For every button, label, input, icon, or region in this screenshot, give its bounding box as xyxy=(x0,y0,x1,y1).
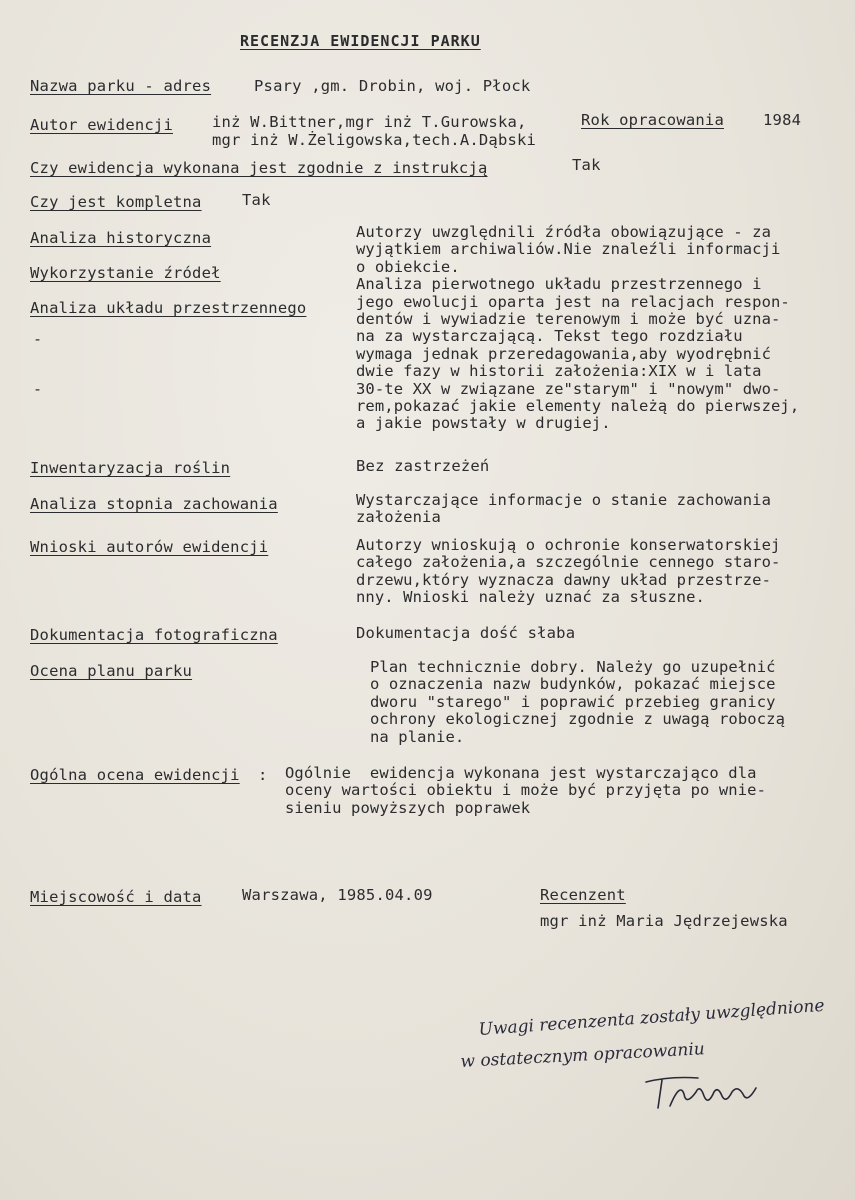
overall-value: Ogólnie ewidencja wykonana jest wystarczająco dla oceny wartości obiektu i może być przyjęta po wnie- sieniu powyższych poprawek xyxy=(285,764,767,817)
preservation-value: Wystarczające informacje o stanie zachowania założenia xyxy=(356,491,771,527)
preservation-label: Analiza stopnia zachowania xyxy=(30,495,278,513)
plan-label: Ocena planu parku xyxy=(30,662,193,680)
year-label: Rok opracowania xyxy=(581,111,724,129)
complete-label: Czy jest kompletna xyxy=(30,193,202,211)
author-line-1: inż W.Bittner,mgr inż T.Gurowska, xyxy=(212,113,527,131)
author-line-2: mgr inż W.Żeligowska,tech.A.Dąbski xyxy=(212,131,537,149)
plan-value: Plan technicznie dobry. Należy go uzupełnić o oznaczenia nazw budynków, pokazać miejsce dworu "starego" i poprawić przebieg granicy ochrony ekologicznej zgodnie z uwagą roboczą na planie. xyxy=(370,658,785,746)
reviewer-label: Recenzent xyxy=(540,886,626,904)
conclusions-label: Wnioski autorów ewidencji xyxy=(30,538,269,556)
park-name-value: Psary ,gm. Drobin, woj. Płock xyxy=(254,77,531,95)
handwritten-note-line-2: w ostatecznym opracowaniu xyxy=(460,1039,706,1072)
overall-colon: : xyxy=(258,766,268,784)
instruction-value: Tak xyxy=(572,156,601,174)
handwritten-note-line-1: Uwagi recenzenta zostały uwzględnione xyxy=(478,995,826,1040)
instruction-label: Czy ewidencja wykonana jest zgodnie z instrukcją xyxy=(30,159,488,177)
plant-inventory-value: Bez zastrzeżeń xyxy=(356,457,490,475)
analysis-text: Autorzy uwzględnili źródła obowiązujące - za wyjątkiem archiwaliów.Nie znaleźli informacji o obiekcie. Analiza pierwotnego układu przestrzennego i jego ewolucji oparta jest na relacjach respon- dentów i wywiadzie terenowym i może być uzna- na za wystarczającą. Tekst tego rozdziału wymaga jednak przeredagowania,aby wyodrębnić dwie fazy w historii założenia:XIX w i lata 30-te XX w związane ze"starym" i "nowym" dwo- rem,pokazać jakie elementy należą do pierwszej, a jakie powstały w drugiej. xyxy=(356,223,800,433)
dash-mark: - xyxy=(33,330,43,348)
sources-label: Wykorzystanie źródeł xyxy=(30,264,221,282)
spatial-analysis-label: Analiza układu przestrzennego xyxy=(30,299,307,317)
photo-doc-value: Dokumentacja dość słaba xyxy=(356,624,576,642)
plant-inventory-label: Inwentaryzacja roślin xyxy=(30,459,231,477)
conclusions-value: Autorzy wnioskują o ochronie konserwatorskiej całego założenia,a szczególnie cennego staro- drzewu,który wyznacza dawny układ przestrze- nny. Wnioski należy uznać za słuszne. xyxy=(356,536,781,607)
year-value: 1984 xyxy=(763,111,802,129)
park-name-label: Nazwa parku - adres xyxy=(30,77,212,95)
overall-label: Ogólna ocena ewidencji xyxy=(30,766,240,784)
signature-icon xyxy=(640,1062,770,1122)
dash-mark: - xyxy=(33,380,43,398)
document-title: RECENZJA EWIDENCJI PARKU xyxy=(240,32,481,50)
complete-value: Tak xyxy=(242,191,271,209)
reviewer-name: mgr inż Maria Jędrzejewska xyxy=(540,912,788,930)
place-date-value: Warszawa, 1985.04.09 xyxy=(242,886,433,904)
place-date-label: Miejscowość i data xyxy=(30,888,202,906)
historical-analysis-label: Analiza historyczna xyxy=(30,229,212,247)
photo-doc-label: Dokumentacja fotograficzna xyxy=(30,626,278,644)
author-label: Autor ewidencji xyxy=(30,116,173,134)
